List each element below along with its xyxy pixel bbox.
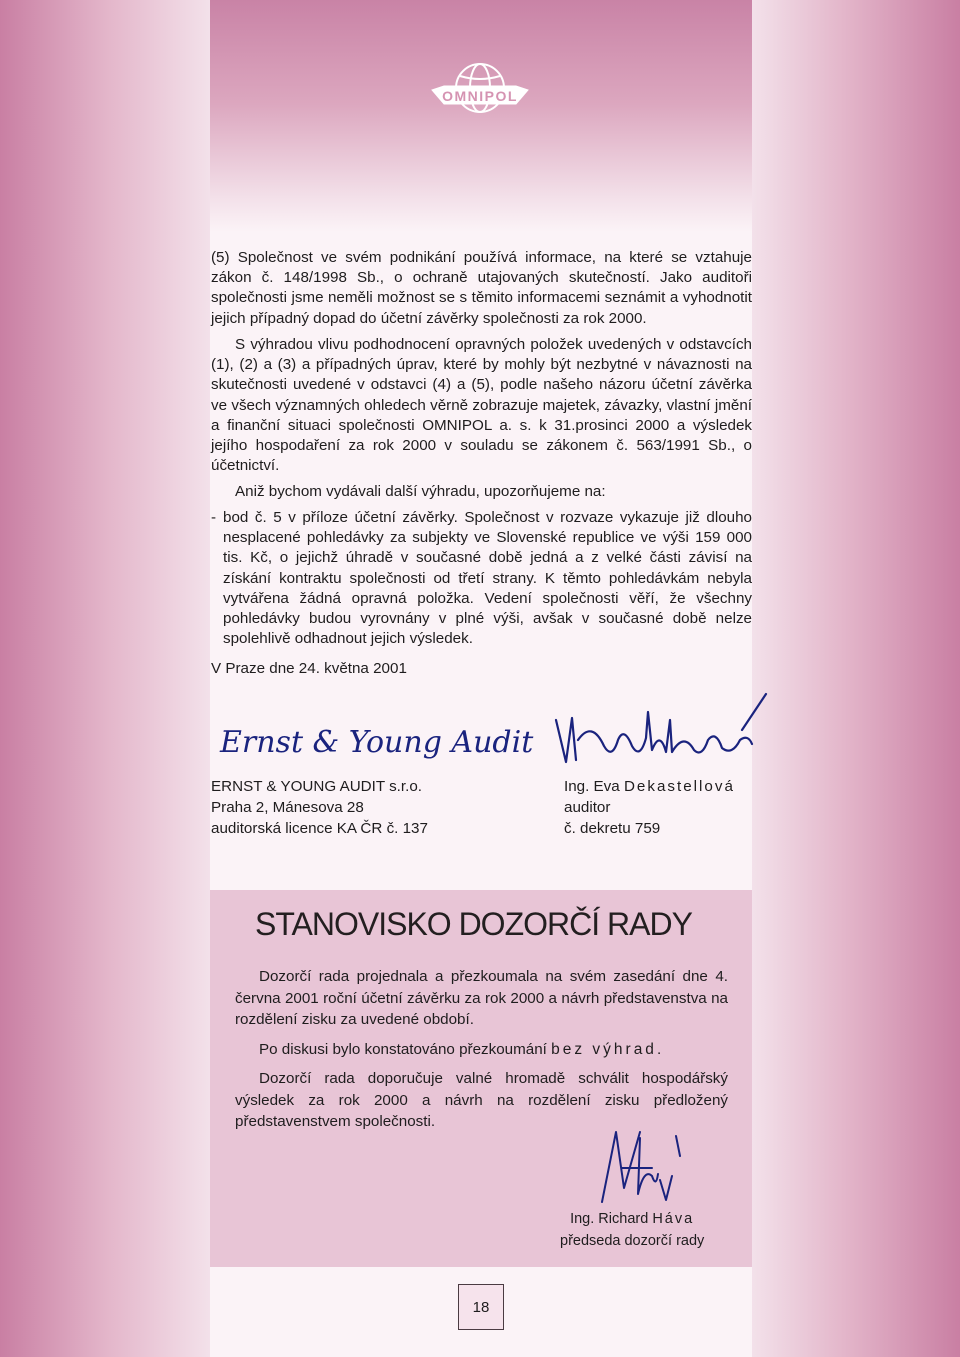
- auditor-person-block: [564, 776, 735, 839]
- logo-text: OMNIPOL: [442, 88, 518, 104]
- dekastellova-signature: [552, 690, 772, 770]
- emphasis-text: bez výhrad: [551, 1041, 657, 1058]
- chairman-name: Ing. Richard Háva: [570, 1211, 695, 1227]
- board-paragraph: Dozorčí rada projednala a přezkoumala na svém zasedání dne 4. června 2001 roční účetní závěrku za rok 2000 a návrh představenstva na rozdělení zisku za uvedené období.: [235, 968, 728, 1029]
- firm-address: Praha 2, Mánesova 28: [211, 799, 364, 816]
- auditor-firm-block: [211, 776, 428, 839]
- board-title: STANOVISKO DOZORČÍ RADY: [255, 906, 692, 942]
- paragraph-5: [211, 248, 752, 329]
- bullet-text: bod č. 5 v příloze účetní závěrky. Společnost v rozvaze vykazuje již dlouho nesplacené pohledávky za subjekty ve Slovenské republice ve výši 159 000 tis. Kč, o jejichž úhradě v současné době jedná a z velké části závisí na získání kontraktu společnosti od třetí strany. K těmto pohledávkám nebyla vytvářena žádná opravná položka. Vedení společnosti věří, že všechny pohledávky budou vyrovnány v plné výši, avšak v současné době nelze spolehlivě odhadnout jejich výsledek.: [223, 509, 752, 648]
- firm-license: auditorská licence KA ČR č. 137: [211, 820, 428, 837]
- svg-text:Ernst & Young Audit: Ernst & Young Audit: [220, 725, 534, 760]
- place-date: V Praze dne 24. května 2001: [211, 660, 407, 677]
- paragraph-text: S výhradou vlivu podhodnocení opravných položek uvedených v odstavcích (1), (2) a (3) a případných úprav, které by mohly být nezbytné v návaznosti na skutečnosti uvedené v odstavci (4) a (5), podle našeho názoru účetní závěrka ve všech významných ohledech věrně zobrazuje majetek, závazky, vlastní jmění a finanční situaci společnosti OMNIPOL a. s. k 31.prosinci 2000 a výsledek jejího hospodaření za rok 2000 v souladu se zákonem č. 563/1991 Sb., o účetnictví.: [211, 336, 752, 475]
- chairman-role: předseda dozorčí rady: [560, 1233, 705, 1249]
- firm-name: ERNST & YOUNG AUDIT s.r.o.: [211, 778, 422, 795]
- board-paragraph: Dozorčí rada doporučuje valné hromadě schválit hospodářský výsledek za rok 2000 a návrh na rozdělení zisku předložený představenstvem společnosti.: [235, 1070, 728, 1131]
- paragraph-text: (5) Společnost ve svém podnikání používá informace, na které se vztahuje zákon č. 148/1998 Sb., o ochraně utajovaných skutečností. Jako auditoři společnosti jsme neměli možnost se s těmito informacemi seznámit a vyhodnotit jejich případný dopad do účetní závěrky společnosti za rok 2000.: [211, 249, 752, 327]
- auditor-role: auditor: [564, 799, 611, 816]
- opinion-paragraph: [211, 335, 752, 476]
- auditor-name: Ing. Eva Dekastellová: [564, 778, 735, 795]
- hava-signature: [596, 1128, 686, 1208]
- auditor-decree: č. dekretu 759: [564, 820, 661, 837]
- emphasis-intro: [211, 482, 752, 502]
- paragraph-text: Aniž bychom vydávali další výhradu, upozorňujeme na:: [235, 483, 606, 500]
- bullet-dash: -: [211, 509, 217, 526]
- ernst-young-signature: [218, 712, 534, 770]
- chairman-block: [560, 1208, 704, 1252]
- page-number: 18: [458, 1284, 504, 1330]
- board-paragraph: Po diskusi bylo konstatováno přezkoumání bez výhrad.: [259, 1041, 662, 1058]
- omnipol-logo: [430, 60, 530, 130]
- bullet-item: [211, 508, 752, 649]
